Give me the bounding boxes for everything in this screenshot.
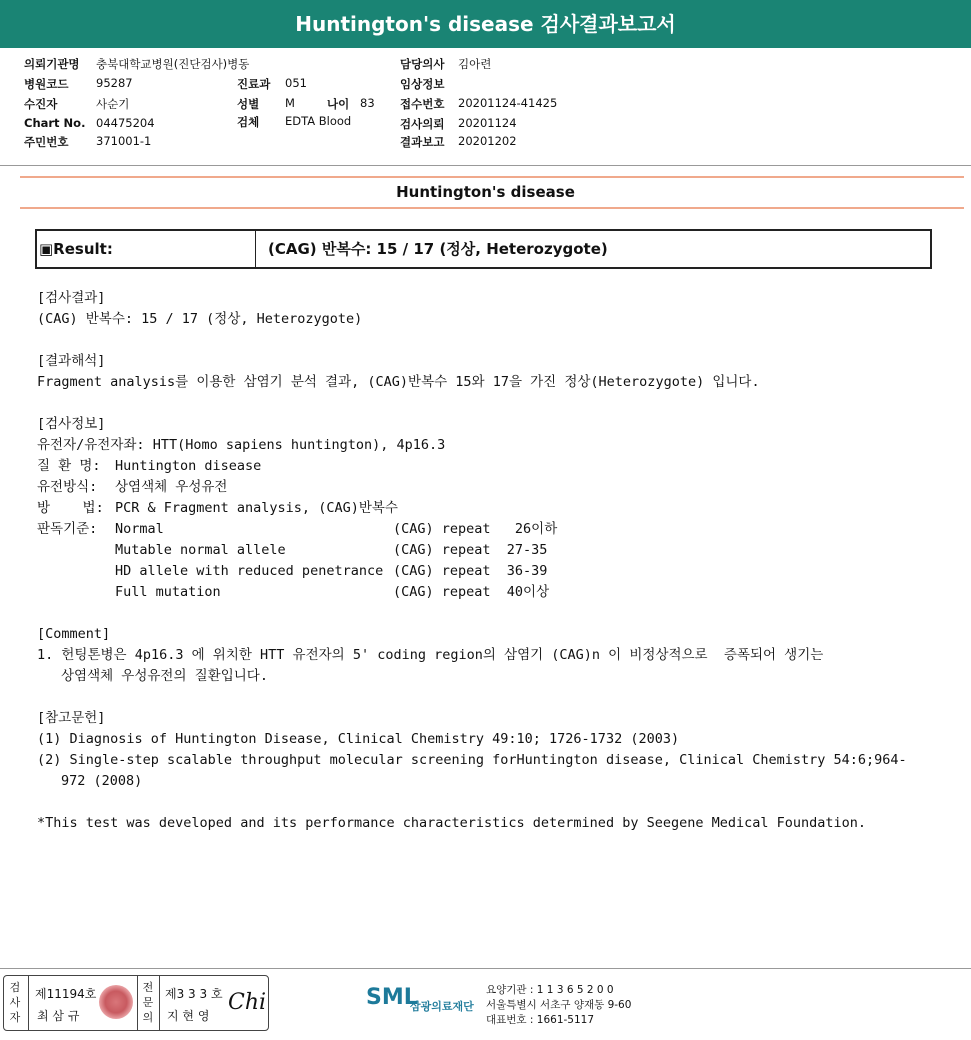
reference: 972 (2008) <box>61 773 143 789</box>
inherit-row <box>37 477 937 498</box>
seal-stamp <box>99 985 133 1019</box>
ref-heading: [참고문헌] <box>37 710 106 726</box>
hospital-code-value: 95287 <box>96 76 133 90</box>
resident-value: 371001-1 <box>96 134 152 148</box>
request-value: 20201124 <box>458 116 517 130</box>
result-value: (CAG) 반복수: 15 / 17 (정상, Heterozygote) <box>268 240 608 258</box>
request-label: 검사의뢰 <box>400 117 445 131</box>
inherit-value: 상염색체 우성유전 <box>115 479 228 495</box>
tester-vertical-label: 검 사 자 <box>9 981 21 1024</box>
clinical-label: 임상정보 <box>400 77 445 91</box>
criteria-row <box>37 519 937 540</box>
reference: (1) Diagnosis of Huntington Disease, Clinical Chemistry 49:10; 1726-1732 (2003) <box>37 731 680 747</box>
sex-value: M <box>285 96 295 110</box>
receipt-value: 20201124-41425 <box>458 96 558 110</box>
patient-value: 사순기 <box>96 97 130 111</box>
divider <box>20 207 964 209</box>
test-result-heading: [검사결과] <box>37 290 106 306</box>
resident-label: 주민번호 <box>24 135 69 149</box>
test-result-text: (CAG) 반복수: 15 / 17 (정상, Heterozygote) <box>37 311 363 327</box>
criteria-name: Full mutation <box>115 584 221 600</box>
doctor-value: 김아련 <box>458 57 492 71</box>
result-label: ▣Result: <box>37 231 256 267</box>
org-address: 서울특별시 서초구 양재동 9-60 <box>486 999 632 1011</box>
result-box <box>35 229 932 269</box>
specialist-name: 지 현 영 <box>167 1009 210 1023</box>
disease-label: 질 환 명: <box>37 458 101 474</box>
institution-label: 의뢰기관명 <box>24 57 80 71</box>
sex-label: 성별 <box>237 97 260 111</box>
sml-logo: SML <box>366 985 418 1010</box>
divider <box>0 165 971 166</box>
hospital-code-label: 병원코드 <box>24 77 69 91</box>
org-info <box>486 983 631 1028</box>
specialist-vertical-label: 전 문 의 <box>142 981 154 1024</box>
criteria-name: Normal <box>115 521 164 537</box>
criteria-value: (CAG) repeat 27-35 <box>393 542 548 558</box>
specialist-no: 제3 3 3 호 <box>165 987 223 1001</box>
comment-line: 상염색체 우성유전의 질환입니다. <box>61 668 268 684</box>
dept-value: 051 <box>285 76 307 90</box>
criteria-row <box>37 561 937 582</box>
criteria-value: (CAG) repeat 36-39 <box>393 563 548 579</box>
patient-label: 수진자 <box>24 97 58 111</box>
signature: Chi <box>228 990 267 1015</box>
chart-label: Chart No. <box>24 116 86 130</box>
inherit-label: 유전방식: <box>37 479 98 495</box>
receipt-label: 접수번호 <box>400 97 445 111</box>
logo-subtitle: 삼광의료재단 <box>410 1000 474 1013</box>
criteria-row <box>37 540 937 561</box>
criteria-label: 판독기준: <box>37 521 98 537</box>
interp-heading: [결과해석] <box>37 353 106 369</box>
disclaimer: *This test was developed and its performance characteristics determined by Seegene Medical Foundation. <box>37 815 867 831</box>
dept-label: 진료과 <box>237 77 271 91</box>
signature-box <box>3 975 269 1031</box>
chart-value: 04475204 <box>96 116 155 130</box>
gene-row <box>37 435 937 456</box>
report-value: 20201202 <box>458 134 517 148</box>
interp-text: Fragment analysis를 이용한 삼염기 분석 결과, (CAG)반복수 15와 17을 가진 정상(Heterozygote) 입니다. <box>37 374 760 390</box>
age-label: 나이 <box>327 97 350 111</box>
tester-no: 제11194호 <box>35 987 97 1001</box>
institution-value: 충북대학교병원(진단검사)병동 <box>96 57 250 71</box>
patient-info <box>0 48 971 166</box>
method-row <box>37 498 937 519</box>
criteria-row <box>37 582 937 603</box>
age-value: 83 <box>360 96 375 110</box>
criteria-value: (CAG) repeat 26이하 <box>393 521 558 537</box>
section-title: Huntington's disease <box>396 183 575 201</box>
divider <box>20 176 964 178</box>
criteria-name: Mutable normal allele <box>115 542 286 558</box>
criteria-name: HD allele with reduced penetrance <box>115 563 384 579</box>
reference: (2) Single-step scalable throughput molecular screening forHuntington disease, Clinical Chemistry 54:6;964- <box>37 752 907 768</box>
specimen-value: EDTA Blood <box>285 114 352 128</box>
comment-line: 1. 헌팅톤병은 4p16.3 에 위치한 HTT 유전자의 5' coding region의 삼염기 (CAG)n 이 비정상적으로 증폭되어 생기는 <box>37 647 824 663</box>
report-body <box>37 288 937 834</box>
disease-value: Huntington disease <box>115 458 262 474</box>
gene-label: 유전자/유전자좌: <box>37 437 145 453</box>
doctor-label: 담당의사 <box>400 57 445 71</box>
criteria-value: (CAG) repeat 40이상 <box>393 584 550 600</box>
method-label: 방 법: <box>37 500 104 516</box>
info-heading: [검사정보] <box>37 416 106 432</box>
comment-heading: [Comment] <box>37 626 111 642</box>
org-code: 요양기관 : 1 1 3 6 5 2 0 0 <box>486 984 614 996</box>
report-label: 결과보고 <box>400 135 445 149</box>
report-title: Huntington's disease 검사결과보고서 <box>0 0 971 48</box>
divider <box>0 968 971 969</box>
org-phone: 대표번호 : 1661-5117 <box>486 1014 595 1026</box>
gene-value: HTT(Homo sapiens huntington), 4p16.3 <box>152 437 446 453</box>
specimen-label: 검체 <box>237 115 260 129</box>
disease-row <box>37 456 937 477</box>
method-value: PCR & Fragment analysis, (CAG)반복수 <box>115 500 398 516</box>
tester-name: 최 삼 규 <box>37 1009 80 1023</box>
